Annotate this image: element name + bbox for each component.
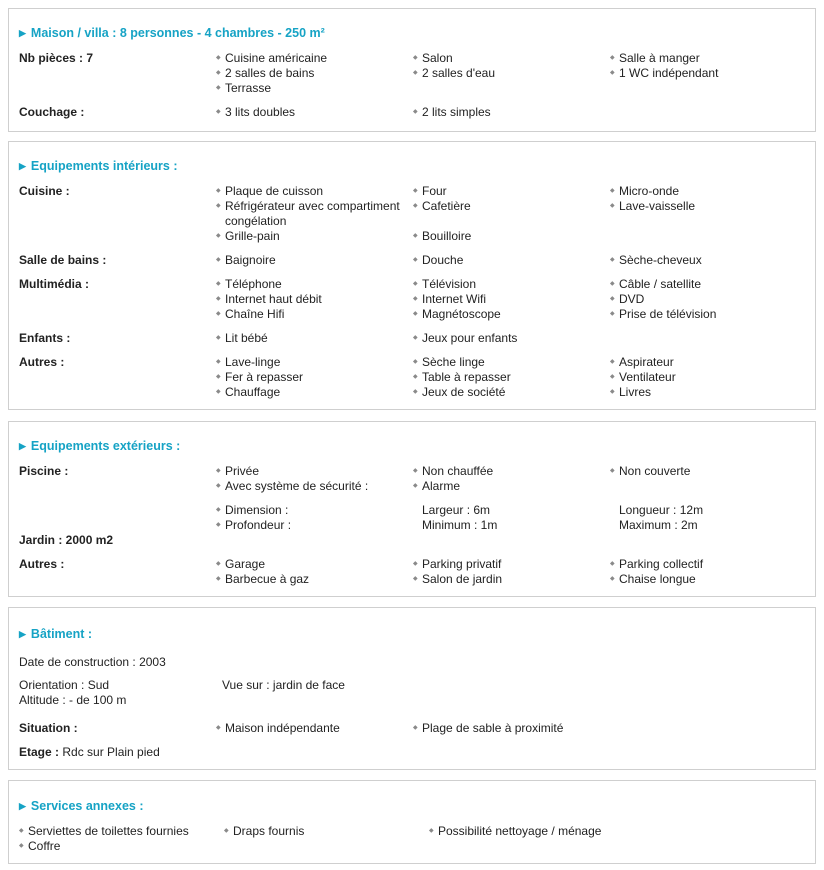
col-1: [216, 184, 412, 244]
etage-value: Rdc sur Plain pied: [62, 745, 160, 759]
section-title-services: ▶ Services annexes :: [19, 799, 144, 813]
row-label: Salle de bains :: [19, 253, 107, 267]
list-item: ◆ Four: [413, 184, 609, 199]
list-item: ◆ Lit bébé: [216, 331, 412, 346]
section-title-interieur: ▶ Equipements intérieurs :: [19, 159, 178, 173]
section-exterieur: [8, 421, 816, 597]
section-batiment: [8, 607, 816, 770]
col-1: [216, 355, 412, 400]
col-2: [413, 51, 609, 81]
section-title-batiment: ▶ Bâtiment :: [19, 627, 93, 641]
list-item: ◆ Plaque de cuisson: [216, 184, 412, 199]
list-item: ◆ Salon: [413, 51, 609, 66]
list-item: ◆ Cuisine américaine: [216, 51, 412, 66]
list-item: ◆ Barbecue à gaz: [216, 572, 412, 587]
row-label: Piscine :: [19, 464, 69, 478]
col-1: [216, 557, 412, 587]
col-1: [216, 464, 412, 494]
list-item: ◆ 3 lits doubles: [216, 105, 412, 120]
list-item: ◆ Privée: [216, 464, 412, 479]
list-item: ◆ Internet haut débit: [216, 292, 412, 307]
section-services: [8, 780, 816, 864]
row-label: Situation :: [19, 721, 78, 735]
dimension-value: Minimum : 1m: [422, 518, 498, 532]
col-2: [413, 721, 609, 736]
list-item: ◆ Serviettes de toilettes fournies: [19, 824, 189, 839]
dimension-value: Largeur : 6m: [422, 503, 491, 517]
list-item: ◆ Chauffage: [216, 385, 412, 400]
list-item: ◆ Terrasse: [216, 81, 412, 96]
services-col-1: [19, 824, 189, 854]
col-1: [216, 105, 412, 120]
col-2: [413, 557, 609, 587]
services-col-2: [224, 824, 304, 839]
list-item: ◆ Sèche linge: [413, 355, 609, 370]
list-item: ◆ Possibilité nettoyage / ménage: [429, 824, 601, 839]
row-label: Couchage :: [19, 105, 85, 119]
list-item: ◆ Chaîne Hifi: [216, 307, 412, 322]
col-3: [610, 51, 806, 81]
list-item: ◆ Baignoire: [216, 253, 412, 268]
col-1: [216, 277, 412, 322]
list-item: ◆ Cafetière: [413, 199, 609, 214]
list-item: ◆ Draps fournis: [224, 824, 304, 839]
row-label: Autres :: [19, 355, 65, 369]
col-1: [216, 721, 412, 736]
list-item: ◆ Fer à repasser: [216, 370, 412, 385]
row-label: Enfants :: [19, 331, 71, 345]
list-item: ◆ Internet Wifi: [413, 292, 609, 307]
col-1: [216, 503, 412, 533]
list-item: ◆ Bouilloire: [413, 229, 609, 244]
list-item: ◆ Maison indépendante: [216, 721, 412, 736]
list-item: ◆ Grille-pain: [216, 229, 412, 244]
col-1: [216, 331, 412, 346]
col-3: [610, 464, 806, 479]
list-item: ◆ 2 salles de bains: [216, 66, 412, 81]
row-label: Cuisine :: [19, 184, 70, 198]
list-item: ◆ Douche: [413, 253, 609, 268]
list-item: ◆ Téléphone: [216, 277, 412, 292]
arrow-right-icon: ▶: [19, 28, 26, 38]
list-item: ◆ Réfrigérateur avec compartiment congélation: [216, 199, 412, 229]
dimension-value: Longueur : 12m: [619, 503, 704, 517]
col-2: [413, 253, 609, 268]
col-3: [610, 277, 806, 322]
list-item: ◆ Avec système de sécurité :: [216, 479, 412, 494]
dimension-value: Maximum : 2m: [619, 518, 698, 532]
list-item: ◆ 2 lits simples: [413, 105, 609, 120]
list-item: ◆ Câble / satellite: [610, 277, 806, 292]
list-item: ◆ Micro-onde: [610, 184, 806, 199]
col-2: [413, 355, 609, 400]
list-item: ◆ Coffre: [19, 839, 189, 854]
section-title-exterieur: ▶ Equipements extérieurs :: [19, 439, 181, 453]
col-2: [413, 464, 609, 494]
list-item: ◆ Lave-vaisselle: [610, 199, 806, 214]
list-item: ◆ Jeux de société: [413, 385, 609, 400]
col-2: [413, 184, 609, 244]
orientation: Orientation : Sud: [19, 678, 110, 692]
construction-date: Date de construction : 2003: [19, 655, 166, 669]
arrow-right-icon: ▶: [19, 441, 26, 451]
arrow-right-icon: ▶: [19, 801, 26, 811]
list-item: ◆ Livres: [610, 385, 806, 400]
col-3: [610, 503, 815, 533]
col-1: [216, 51, 412, 96]
list-item: ◆ DVD: [610, 292, 806, 307]
col-3: [610, 253, 806, 268]
list-item: ◆ Ventilateur: [610, 370, 806, 385]
row-label: Multimédia :: [19, 277, 90, 291]
list-item: ◆ Lave-linge: [216, 355, 412, 370]
col-3: [610, 557, 806, 587]
row-label: Autres :: [19, 557, 65, 571]
col-2: [413, 331, 609, 346]
etage-label: Etage :: [19, 745, 60, 759]
list-item: ◆ Télévision: [413, 277, 609, 292]
col-2: [413, 277, 609, 322]
list-item: ◆ Non chauffée: [413, 464, 609, 479]
etage: [19, 745, 160, 760]
list-item: ◆ Non couverte: [610, 464, 806, 479]
list-item: ◆ Alarme: [413, 479, 609, 494]
services-col-3: [429, 824, 601, 839]
list-item: ◆ 2 salles d'eau: [413, 66, 609, 81]
arrow-right-icon: ▶: [19, 161, 26, 171]
list-item: ◆ Jeux pour enfants: [413, 331, 609, 346]
section-interieur: [8, 141, 816, 410]
vue: Vue sur : jardin de face: [222, 678, 345, 692]
list-item: ◆ Dimension :: [216, 503, 412, 518]
col-2: [413, 503, 618, 533]
list-item: ◆ 1 WC indépendant: [610, 66, 806, 81]
row-label: Nb pièces : 7: [19, 51, 94, 65]
list-item: ◆ Salle à manger: [610, 51, 806, 66]
list-item: ◆ Parking collectif: [610, 557, 806, 572]
section-title-maison: ▶ Maison / villa : 8 personnes - 4 chambres - 250 m²: [19, 26, 325, 40]
section-maison: [8, 8, 816, 132]
list-item: ◆ Aspirateur: [610, 355, 806, 370]
list-item: ◆ Garage: [216, 557, 412, 572]
list-item: ◆ Prise de télévision: [610, 307, 806, 322]
list-item: ◆ Sèche-cheveux: [610, 253, 806, 268]
list-item: ◆ Plage de sable à proximité: [413, 721, 609, 736]
list-item: ◆ Parking privatif: [413, 557, 609, 572]
list-item: ◆ Table à repasser: [413, 370, 609, 385]
jardin-label: Jardin : 2000 m2: [19, 533, 114, 547]
altitude: Altitude : - de 100 m: [19, 693, 127, 707]
list-item: ◆ Profondeur :: [216, 518, 412, 533]
col-3: [610, 184, 806, 214]
list-item: ◆ Chaise longue: [610, 572, 806, 587]
list-item: ◆ Magnétoscope: [413, 307, 609, 322]
arrow-right-icon: ▶: [19, 629, 26, 639]
col-3: [610, 355, 806, 400]
col-2: [413, 105, 609, 120]
list-item: ◆ Salon de jardin: [413, 572, 609, 587]
col-1: [216, 253, 412, 268]
